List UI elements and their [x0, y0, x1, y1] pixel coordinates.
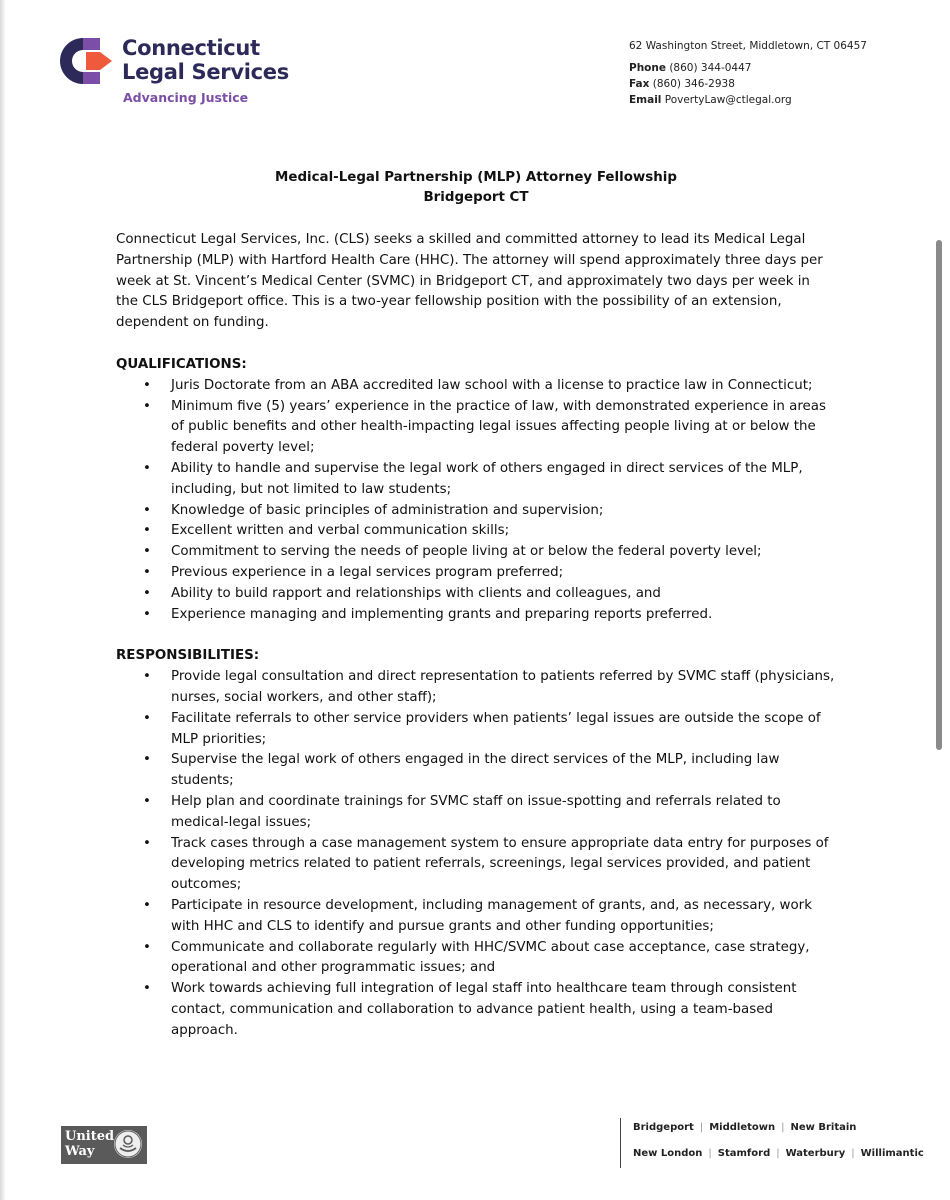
- intro-paragraph: Connecticut Legal Services, Inc. (CLS) seeks a skilled and committed attorney to lead its Medical Legal Partnership (MLP) with Hartford Health Care (HHC). The attorney will spend approximately three days per week at St. Vincent’s Medical Center (SVMC) in Bridgeport CT, and approximately two days per week in the CLS Bridgeport office. This is a two-year fellowship position with the possibility of an extension, dependent on funding.: [116, 232, 823, 331]
- list-item: • Communicate and collaborate regularly with HHC/SVMC about case acceptance, case strategy, operational and other programmatic issues; and: [116, 938, 836, 980]
- document-subtitle: Bridgeport CT: [423, 190, 529, 205]
- phone-value: (860) 344-0447: [669, 62, 752, 74]
- office-bridgeport: Bridgeport: [633, 1122, 694, 1133]
- list-item: • Ability to handle and supervise the legal work of others engaged in direct services of the MLP, including, but not limited to law students;: [116, 459, 836, 501]
- office-middletown: | Middletown: [694, 1122, 775, 1133]
- email-line: [629, 92, 867, 108]
- list-item: • Work towards achieving full integration of legal staff into healthcare team through consistent contact, communication and collaboration to advance patient health, using a team-based approach.: [116, 979, 836, 1041]
- org-name-line1: Connecticut: [122, 36, 260, 60]
- list-item: • Ability to build rapport and relationships with clients and colleagues, and: [116, 584, 836, 605]
- list-item: • Participate in resource development, including management of grants, and, as necessary, work with HHC and CLS to identify and pursue grants and other funding opportunities;: [116, 896, 836, 938]
- office-new-london: New London: [633, 1148, 703, 1159]
- office-locations: [620, 1118, 924, 1168]
- office-waterbury: | Waterbury: [770, 1148, 845, 1159]
- cls-logo: [60, 36, 320, 108]
- list-item: • Previous experience in a legal services program preferred;: [116, 563, 836, 584]
- fax-label: Fax: [629, 78, 650, 90]
- document-title: Medical-Legal Partnership (MLP) Attorney Fellowship: [275, 170, 677, 185]
- united-way-line2: Way: [65, 1144, 95, 1159]
- list-item: • Commitment to serving the needs of people living at or below the federal poverty level;: [116, 542, 836, 563]
- org-name: [122, 36, 289, 84]
- office-stamford: | Stamford: [702, 1148, 770, 1159]
- email-value[interactable]: PovertyLaw@ctlegal.org: [664, 94, 792, 106]
- page-edge-shadow: [0, 0, 6, 1200]
- list-item: • Knowledge of basic principles of administration and supervision;: [116, 501, 836, 522]
- fax-value: (860) 346-2938: [652, 78, 735, 90]
- list-item: • Facilitate referrals to other service providers when patients’ legal issues are outside the scope of MLP priorities;: [116, 709, 836, 751]
- list-item: • Provide legal consultation and direct representation to patients referred by SVMC staff (physicians, nurses, social workers, and other staff);: [116, 667, 836, 709]
- office-row-1: [633, 1122, 856, 1133]
- scrollbar-thumb[interactable]: [936, 240, 942, 750]
- phone-label: Phone: [629, 62, 666, 74]
- united-way-logo: [61, 1126, 147, 1164]
- list-item: • Minimum five (5) years’ experience in the practice of law, with demonstrated experience in areas of public benefits and other health-impacting legal issues affecting people living at or below the federal poverty level;: [116, 397, 836, 459]
- responsibilities-heading: RESPONSIBILITIES:: [116, 648, 260, 664]
- list-item: • Track cases through a case management system to ensure appropriate data entry for purposes of developing metrics related to patient referrals, screenings, legal services provided, and patient outcomes;: [116, 834, 836, 896]
- org-tagline: Advancing Justice: [123, 90, 249, 105]
- phone-line: [629, 60, 867, 76]
- org-name-line2: Legal Services: [122, 60, 289, 84]
- responsibilities-list: [116, 667, 836, 1041]
- office-willimantic: | Willimantic: [845, 1148, 924, 1159]
- united-way-wordmark: [65, 1129, 114, 1159]
- address-line: 62 Washington Street, Middletown, CT 06457: [629, 40, 867, 52]
- contact-block: [629, 38, 867, 108]
- list-item: • Excellent written and verbal communication skills;: [116, 521, 836, 542]
- office-new-britain: | New Britain: [775, 1122, 856, 1133]
- cls-logo-icon: [60, 38, 114, 84]
- list-item: • Juris Doctorate from an ABA accredited law school with a license to practice law in Connecticut;: [116, 376, 836, 397]
- qualifications-heading: QUALIFICATIONS:: [116, 356, 247, 372]
- united-way-line1: United: [65, 1129, 115, 1144]
- qualifications-list: [116, 376, 836, 626]
- list-item: • Supervise the legal work of others engaged in the direct services of the MLP, including law students;: [116, 750, 836, 792]
- office-row-2: [633, 1148, 924, 1159]
- email-label: Email: [629, 94, 662, 106]
- united-way-hand-icon: [114, 1130, 142, 1158]
- document-body: [116, 168, 836, 1041]
- list-item: • Experience managing and implementing grants and preparing reports preferred.: [116, 605, 836, 626]
- fax-line: [629, 76, 867, 92]
- list-item: • Help plan and coordinate trainings for SVMC staff on issue-spotting and referrals related to medical-legal issues;: [116, 792, 836, 834]
